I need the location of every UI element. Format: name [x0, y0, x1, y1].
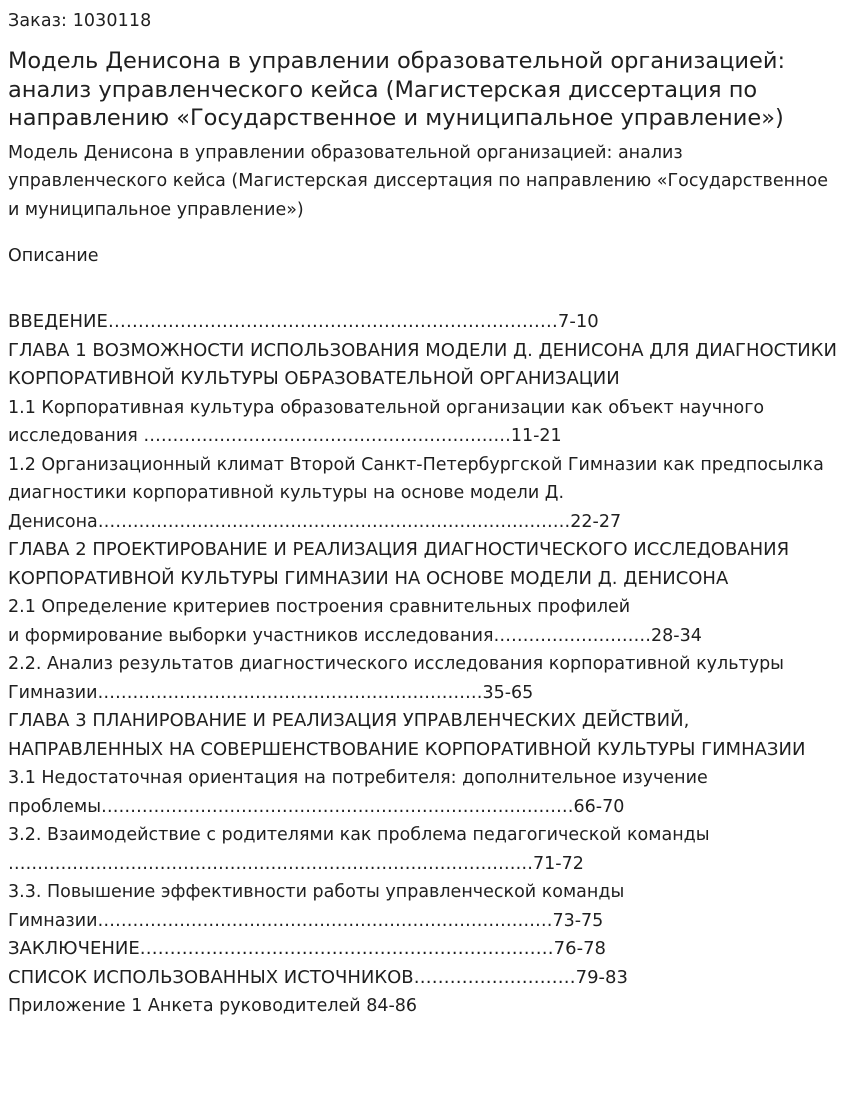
toc-entry: ГЛАВА 1 ВОЗМОЖНОСТИ ИСПОЛЬЗОВАНИЯ МОДЕЛИ Д. ДЕНИСОНА ДЛЯ ДИАГНОСТИКИ КОРПОРАТИВНОЙ КУЛЬТУРЫ ОБРАЗОВАТЕЛЬНОЙ ОРГАНИЗАЦИИ: [8, 339, 837, 389]
toc-entry: Приложение 1 Анкета руководителей 84-86: [8, 996, 418, 1016]
toc-entry: ВВЕДЕНИЕ…………………………………………………………………7-10: [8, 311, 599, 332]
document-page: [8, 0, 840, 1021]
toc-entry: 1.1 Корпоративная культура образовательной организации как объект научного исследования ………………………………………………………11-21: [8, 397, 765, 446]
toc-entry: ГЛАВА 2 ПРОЕКТИРОВАНИЕ И РЕАЛИЗАЦИЯ ДИАГНОСТИЧЕСКОГО ИССЛЕДОВАНИЯ КОРПОРАТИВНОЙ КУЛЬТУРЫ ГИМНАЗИИ НА ОСНОВЕ МОДЕЛИ Д. ДЕНИСОНА: [8, 539, 790, 589]
description-heading: Описание: [8, 246, 99, 266]
page-subtitle: Модель Денисона в управлении образовательной организацией: анализ управленческого кейса (Магистерская диссертация по направлению «Государственное и муниципальное управление»): [8, 142, 828, 220]
toc-entry: ГЛАВА 3 ПЛАНИРОВАНИЕ И РЕАЛИЗАЦИЯ УПРАВЛЕНЧЕСКИХ ДЕЙСТВИЙ, НАПРАВЛЕННЫХ НА СОВЕРШЕНСТВОВАНИЕ КОРПОРАТИВНОЙ КУЛЬТУРЫ ГИМНАЗИИ: [8, 710, 806, 760]
toc-entry-line-2: и формирование выборки участников исследования………………………28-34: [8, 625, 702, 646]
toc-entry: 1.2 Организационный климат Второй Санкт-Петербургской Гимназии как предпосылка диагностики корпоративной культуры на основе модели Д. Денисона………………………………………………………………………22-27: [8, 454, 824, 532]
toc-entry: 3.3. Повышение эффективности работы управленческой команды Гимназии……………………………………………………………………73-75: [8, 882, 625, 931]
toc-entry: [8, 593, 840, 650]
page-title: Модель Денисона в управлении образовательной организацией: анализ управленческого кейса (Магистерская диссертация по направлению «Государственное и муниципальное управление»): [8, 48, 786, 131]
toc-entry: СПИСОК ИСПОЛЬЗОВАННЫХ ИСТОЧНИКОВ………………………79-83: [8, 966, 628, 988]
toc-entry-line-1: 2.1 Определение критериев построения сравнительных профилей: [8, 597, 631, 617]
table-of-contents: [8, 308, 840, 1021]
toc-entry: 3.1 Недостаточная ориентация на потребителя: дополнительное изучение проблемы………………………………………………………………………66-70: [8, 768, 708, 817]
toc-entry: ЗАКЛЮЧЕНИЕ……………………………………………………………76-78: [8, 938, 606, 959]
toc-entry: 2.2. Анализ результатов диагностического исследования корпоративной культуры Гимназии…………………………………………………………35-65: [8, 654, 784, 703]
order-number: Заказ: 1030118: [8, 11, 152, 31]
toc-entry: 3.2. Взаимодействие с родителями как проблема педагогической команды ………………………………………………………………………………71-72: [8, 825, 710, 874]
